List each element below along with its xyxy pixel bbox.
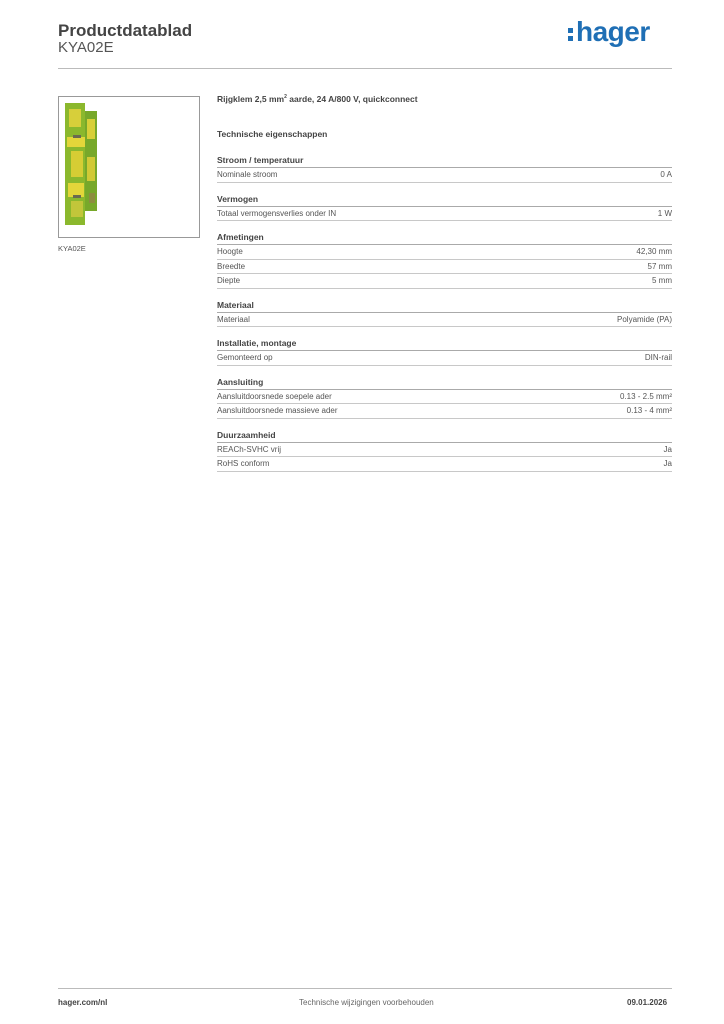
spec-value: 57 mm: [647, 261, 672, 271]
product-image: [58, 96, 200, 238]
spec-row: [217, 245, 672, 260]
group-title: Installatie, montage: [217, 337, 672, 351]
spec-group-afmetingen: [217, 231, 672, 289]
footer-date: 09.01.2026: [627, 998, 668, 1007]
spec-row: [217, 390, 672, 405]
spec-label: Nominale stroom: [217, 170, 278, 179]
spec-label: Hoogte: [217, 247, 243, 256]
spec-label: RoHS conform: [217, 459, 270, 468]
spec-row: [217, 274, 672, 289]
spec-value: DIN-rail: [644, 353, 672, 362]
spec-value: 0 A: [660, 170, 672, 179]
spec-value: 1 W: [657, 208, 672, 218]
product-title: Rijgklem 2,5 $mm^2$ aarde, 24 A/800 V, quickconnect: [217, 94, 418, 104]
product-code: KYA02E: [58, 39, 114, 56]
group-title: Vermogen: [217, 193, 672, 207]
spec-group-installatie: [217, 337, 672, 366]
spec-label: Diepte: [217, 276, 241, 285]
spec-label: Materiaal: [217, 314, 250, 324]
image-caption: KYA02E: [58, 244, 86, 253]
spec-row: [217, 443, 672, 458]
spec-value: 0.13 - 2.5 mm²: [619, 391, 672, 401]
group-title: Stroom / temperatuur: [217, 154, 672, 168]
logo-text: hager: [576, 16, 650, 47]
spec-row: [217, 207, 672, 222]
spec-label: Totaal vermogensverlies onder IN: [217, 208, 337, 218]
spec-value: 0.13 - 4 mm²: [626, 406, 672, 415]
spec-group-vermogen: [217, 193, 672, 222]
footer-notice: Technische wijzigingen voorbehouden: [299, 998, 434, 1007]
spec-value: Polyamide (PA): [617, 314, 672, 324]
section-title: Technische eigenschappen: [217, 129, 328, 139]
footer-divider: [58, 988, 672, 989]
spec-content: [217, 94, 672, 482]
spec-label: Aansluitdoorsnede soepele ader: [217, 391, 332, 401]
group-title: Materiaal: [217, 299, 672, 313]
group-title: Afmetingen: [217, 231, 672, 245]
spec-row: [217, 404, 672, 419]
terminal-block-image: [59, 97, 199, 237]
spec-group-duurzaamheid: [217, 429, 672, 472]
spec-value: Ja: [663, 444, 672, 454]
logo-dots-icon: [568, 23, 574, 41]
spec-group-aansluiting: [217, 376, 672, 419]
spec-row: [217, 168, 672, 183]
spec-label: Gemonteerd op: [217, 353, 273, 362]
header-divider: [58, 68, 672, 69]
spec-row: [217, 457, 672, 472]
spec-value: Ja: [663, 459, 672, 468]
spec-label: Aansluitdoorsnede massieve ader: [217, 406, 338, 415]
group-title: Aansluiting: [217, 376, 672, 390]
spec-row: [217, 313, 672, 328]
spec-group-stroom: [217, 154, 672, 183]
group-title: Duurzaamheid: [217, 429, 672, 443]
spec-label: REACh-SVHC vrij: [217, 444, 282, 454]
hager-logo: [568, 16, 650, 48]
footer-website-link[interactable]: hager.com/nl: [58, 998, 108, 1007]
document-title: Productdatablad: [58, 21, 193, 40]
spec-row: [217, 260, 672, 275]
spec-label: Breedte: [217, 261, 246, 271]
spec-group-materiaal: [217, 299, 672, 328]
spec-value: 5 mm: [652, 276, 672, 285]
spec-value: 42,30 mm: [636, 247, 672, 256]
spec-row: [217, 351, 672, 366]
